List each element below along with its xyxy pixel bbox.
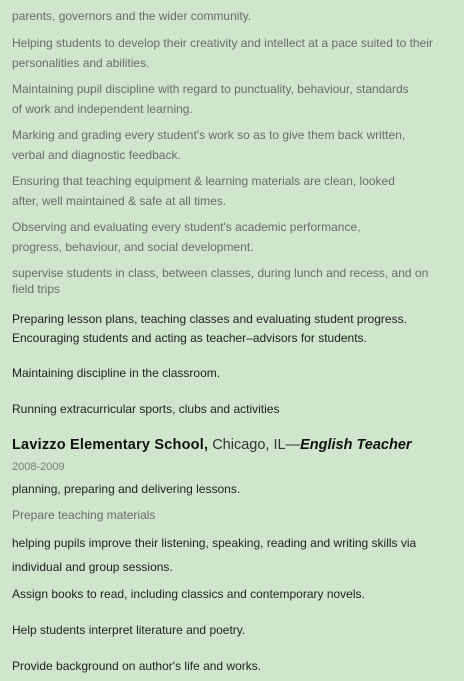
responsibility-line: field trips	[12, 282, 61, 296]
responsibility-line: Maintaining pupil discipline with regard to punctuality, behaviour, standards	[12, 82, 409, 96]
job-duty-line: Help students interpret literature and poetry.	[12, 623, 246, 637]
job-duty-line: planning, preparing and delivering lessons.	[12, 482, 241, 496]
responsibility-line: after, well maintained & safe at all times.	[12, 194, 227, 208]
job-duty-line: Provide background on author's life and works.	[12, 659, 262, 673]
responsibility-line: parents, governors and the wider community.	[12, 9, 252, 23]
responsibility-line: of work and independent learning.	[12, 102, 193, 116]
school-name: Lavizzo Elementary School,	[12, 437, 209, 453]
responsibility-line: supervise students in class, between classes, during lunch and recess, and on	[12, 266, 429, 280]
job-location: Chicago, IL—	[208, 437, 301, 453]
job-duty-line: Assign books to read, including classics and contemporary novels.	[12, 587, 365, 601]
responsibility-line: progress, behaviour, and social development.	[12, 240, 254, 254]
duty-line: Encouraging students and acting as teacher–advisors for students.	[12, 331, 367, 345]
responsibility-line: Marking and grading every student's work so as to give them back written,	[12, 128, 406, 142]
duty-line: Preparing lesson plans, teaching classes and evaluating student progress.	[12, 312, 407, 326]
responsibility-line: personalities and abilities.	[12, 56, 150, 70]
job-duty-line: individual and group sessions.	[12, 560, 173, 574]
responsibility-line: Helping students to develop their creativity and intellect at a pace suited to their	[12, 36, 433, 50]
job-heading	[12, 436, 412, 454]
responsibility-line: verbal and diagnostic feedback.	[12, 148, 181, 162]
job-role: English Teacher	[300, 437, 412, 453]
duty-line: Maintaining discipline in the classroom.	[12, 366, 221, 380]
job-duty-line: helping pupils improve their listening, speaking, reading and writing skills via	[12, 536, 417, 550]
duty-line: Running extracurricular sports, clubs and activities	[12, 402, 280, 416]
responsibility-line: Ensuring that teaching equipment & learning materials are clean, looked	[12, 174, 395, 188]
job-duty-line: Prepare teaching materials	[12, 508, 156, 522]
responsibility-line: Observing and evaluating every student's academic performance,	[12, 220, 361, 234]
job-years: 2008-2009	[12, 461, 65, 473]
